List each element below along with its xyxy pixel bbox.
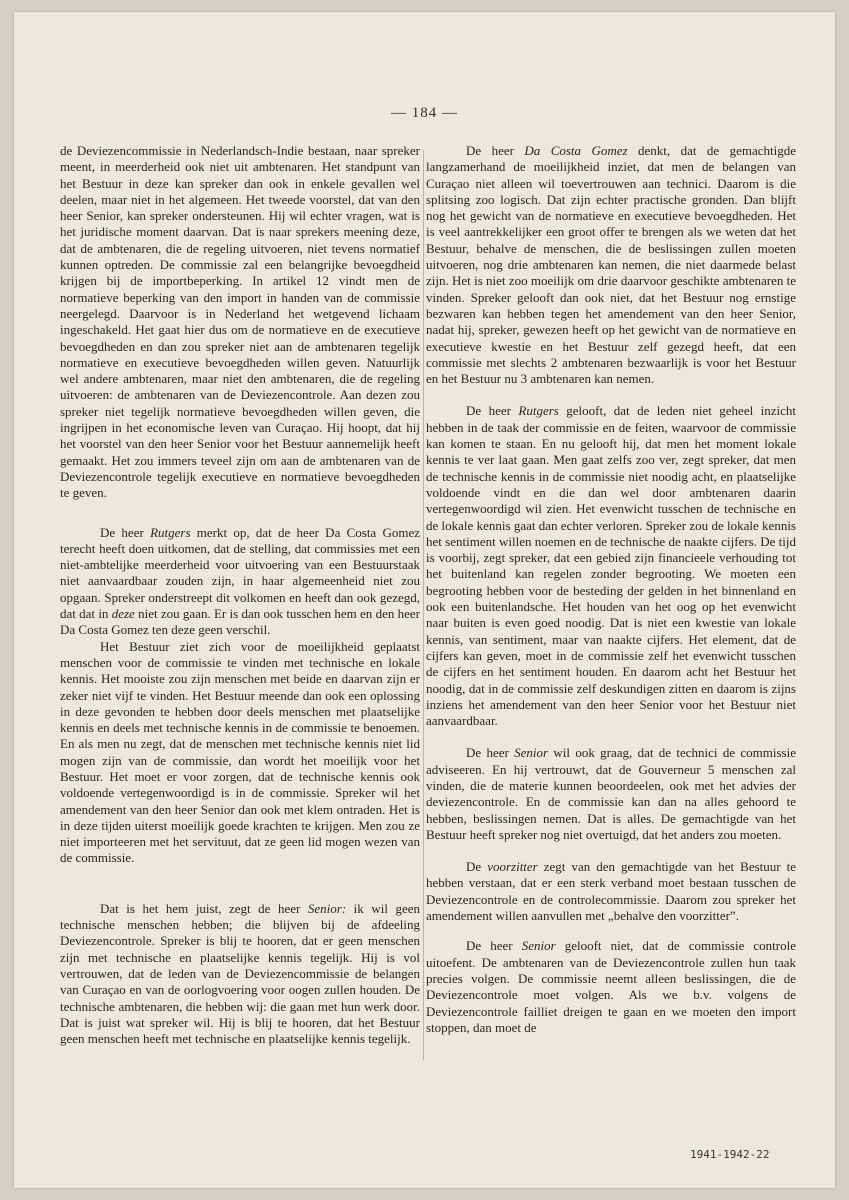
right-paragraph-4 — [426, 859, 796, 924]
text-run: gelooft niet, dat de commissie controle uitoefent. De ambtenaren van de Deviezencontrole zullen hun taak precies volgen. De commissie neemt alleen beslissingen, die de Deviezencontrole moet volgen. Als we b.v. volgens de Deviezencontrole failliet dreigen te gaan en we moeten den import stoppen, dan moet de — [426, 938, 797, 1035]
right-paragraph-5 — [426, 938, 796, 1036]
archive-reference: 1941-1942-22 — [690, 1148, 770, 1161]
right-column — [426, 143, 796, 1036]
text-run: De heer — [466, 143, 525, 158]
speaker-name: Rutgers — [518, 403, 559, 419]
right-paragraph-3 — [426, 745, 796, 843]
left-paragraph-2 — [60, 525, 420, 639]
speaker-name: voorzitter — [487, 859, 538, 875]
right-paragraph-2 — [426, 403, 796, 729]
text-run: gelooft, dat de leden niet geheel inzicht hebben in de taak der commissie en de feiten, waarvoor de commissie kan komen te staan. En nu gelooft hij, dat men het moment lokale kennis te ver laat gaan. Men gaat zelfs zoo ver, zegt spreker, dat men de technische kennis in de commissie niet noodig acht, en plaatselijke voldoende vindt en die dan wel door ambtenaren daarin vertegenwoordigd wil zien. Het evenwicht tusschen de technische en de lokale kennis gaat dan echter verloren. Spreker zou de lokale kennis het sentiment willen noemen en de technische de naakte cijfers. De tijd is voorbij, zegt spreker, dat een gebied zijn financieele verhouding tot het buitenland kan regelen zonder begrooting. We moeten een begrooting hebben voor de besteding der gelden in het binnenland en ook een buitenlandsche. Het houden van het oog op het evenwicht naar buiten is even goed noodig. Dat is niet een kwestie van lokale kennis, van sentiment, maar van naakte cijfers. Het element, dat de cijfers kan geven, moet in de commissie zelf het evenwicht tusschen de cijfers en het sentiment houden. En daarom acht het Bestuur het noodig, dat in de commissie zelf deskundigen zitten en daarom is zijns inziens het amendement van den heer Senior voor het Bestuur niet aanvaardbaar. — [426, 403, 797, 729]
left-column — [60, 143, 420, 1047]
text-run: De — [466, 859, 488, 875]
document-page — [14, 12, 835, 1188]
text-run: zegt van den gemachtigde van het Bestuur te hebben verstaan, dat er een sterk verband moet bestaan tusschen de Deviezencontrole en de controlecommissie. Daarom zou spreker het amendement willen aanvullen met „behalve den voorzitter”. — [426, 859, 796, 924]
left-paragraph-1: de Deviezencommissie in Nederlandsch-Indie bestaan, naar spreker meent, in meerderheid ook niet uit ambtenaren. Het standpunt van het Bestuur in deze kan spreker dan ook in enkele gevallen wel deelen, maar niet in het algemeen. Het tweede voorstel, dat van den heer Senior, kan spreker ondersteunen. Hij wil echter vragen, wat is het juridische moment daarvan. Dat is naar sprekers meening deze, dat de ambtenaren, die de regeling uitvoeren, niet tevens normatief kunnen optreden. De commissie zal een belangrijke bevoegdheid krijgen bij de importbeperking. In artikel 12 vindt men de normatieve beperking van den import in handen van de commissie neergelegd. Daarvoor is in Nederland het wetgevend lichaam ingeschakeld. Het gaat hier dus om de normatieve en de executieve bevoegdheden en dan zou spreker niet aan de ambtenaren tegelijk normatieve en executieve bevoegdheden willen geven. Natuurlijk wel andere ambtenaren, maar niet den ambtenaren, die de regeling uitvoeren: de ambtenaren van de Deviezencontrole. Aan dezen zou spreker niet tegelijk normatieve bevoegdheden willen geven, die ingrijpen in het economische leven van Curaçao. Hij hoopt, dat hij het voorstel van den heer Senior voor het Bestuur aannemelijk heeft gemaakt. Het zou immers teveel zijn om aan de ambtenaren van de Deviezencontrole tegelijk executieve en normatieve bevoegdheden te geven. — [60, 143, 420, 501]
emphasis: deze — [111, 606, 135, 622]
speaker-name: Senior — [521, 938, 556, 954]
page-number: — 184 — — [391, 105, 458, 121]
right-paragraph-1 — [426, 143, 796, 387]
speaker-name: Da Costa Gomez — [524, 143, 628, 158]
text-run: niet zou gaan. Er is dan ook tusschen hem en den heer Da Costa Gomez ten deze geen verschil. — [60, 606, 420, 638]
text-run: De heer — [100, 524, 151, 540]
text-run: De heer — [466, 403, 519, 419]
text-run: merkt op, dat de heer Da Costa Gomez terecht heeft doen uitkomen, dat de stelling, dat commissies met een niet-ambtelijke meerderheid voor uitvoering van een Bestuurstaak niet aanvaardbaar zouden zijn, in haar algemeenheid niet zou opgaan. Spreker onderstreept dit volkomen en heeft dan ook gezegd, dat dat in — [60, 524, 421, 622]
text-run: Dat is het hem juist, zegt de heer — [100, 900, 308, 916]
speaker-name: Senior: — [307, 900, 347, 916]
left-paragraph-4 — [60, 901, 420, 1048]
speaker-name: Senior — [514, 745, 549, 761]
text-run: denkt, dat de gemachtigde langzamerhand de moeilijkheid inziet, dat men de belangen van Curaçao niet alleen wil toevertrouwen aan technici. Daarom is die splitsing zoo logisch. Dat zijn echter practische gronden. Dan blijft nog het gewicht van de normatieve en executieve bevoegdheden. Het is veel aantrekkelijker een groot offer te brengen als we weten dat het Bestuur, behalve de menschen, die de beslissingen zullen moeten uitvoeren, nog drie ambtenaren kan nemen, die niet daarmede belast zijn. Het is niet zoo moeilijk om drie daarvoor geschikte ambtenaren te vinden. Spreker gelooft dan ook niet, dat het Bestuur nog ernstige bezwaren kan hebben tegen het amendement van den heer Senior, nadat hij, spreker, gewezen heeft op het gewicht van de normatieve en executieve kwestie en het Bestuur zelf gezegd heeft, dat een commissie met slechts 2 ambtenaren bezwaarlijk is voor het Bestuur en het Bestuur nu 3 ambtenaren kan nemen. — [426, 143, 797, 387]
column-divider — [423, 150, 424, 1060]
text-run: wil ook graag, dat de technici de commissie adviseeren. En hij vertrouwt, dat de Gouverneur 5 menschen zal vinden, die de materie kunnen beoordeelen, ook met het advies der deviezencontrole. En de commissie kan dan na alles gehoord te hebben, beslissingen nemen. Dat is alles. De gemachtigde van het Bestuur heeft spreker nog niet overtuigd, dat het anders zou moeten. — [426, 745, 797, 842]
text-run: ik wil geen technische menschen hebben; die blijven bij de afdeeling Deviezencontrole. Spreker is blij te hooren, dat er geen menschen zijn met technische en plaatselijke kennis tegelijk. Hij is vol vertrouwen, dat de leden van de Deviezencommissie de belangen van Curaçao en van de oorlogvoering voor oogen zullen houden. De technische ambtenaren, die hebben wij: die gaan met hun werk door. Dat is juist wat spreker wil. Hij is blij te hooren, dat het Bestuur geen menschen heeft met technische en plaatselijke kennis tegelijk. — [60, 900, 421, 1047]
text-run: De heer — [466, 745, 515, 761]
left-paragraph-3: Het Bestuur ziet zich voor de moeilijkheid geplaatst menschen voor de commissie te vinden met technische en lokale kennis. Het mooiste zou zijn menschen met beide en daarvan zijn er zeker niet vijf te vinden. Het Bestuur meende dan ook een oplossing in deze gevonden te hebben door deels menschen met plaatselijke kennis en deels met technische kennis in de commissie te benoemen. En als men nu zegt, dat de menschen met technische kennis niet lid mogen zijn van de commissie, dan wordt het moeilijk voor het Bestuur. Het moet er voor zorgen, dat de technische kennis ook voldoende vertegenwoordigd is in de commissie. Spreker wil het amendement van den heer Senior dan ook met klem ontraden. Het is in deze tijden uiterst moeilijk goede krachten te krijgen. Men zou ze niet importeeren met het servituut, dat ze geen lid mogen wezen van de commissie. — [60, 638, 420, 866]
text-run: De heer — [466, 938, 522, 954]
speaker-name: Rutgers — [150, 524, 191, 540]
